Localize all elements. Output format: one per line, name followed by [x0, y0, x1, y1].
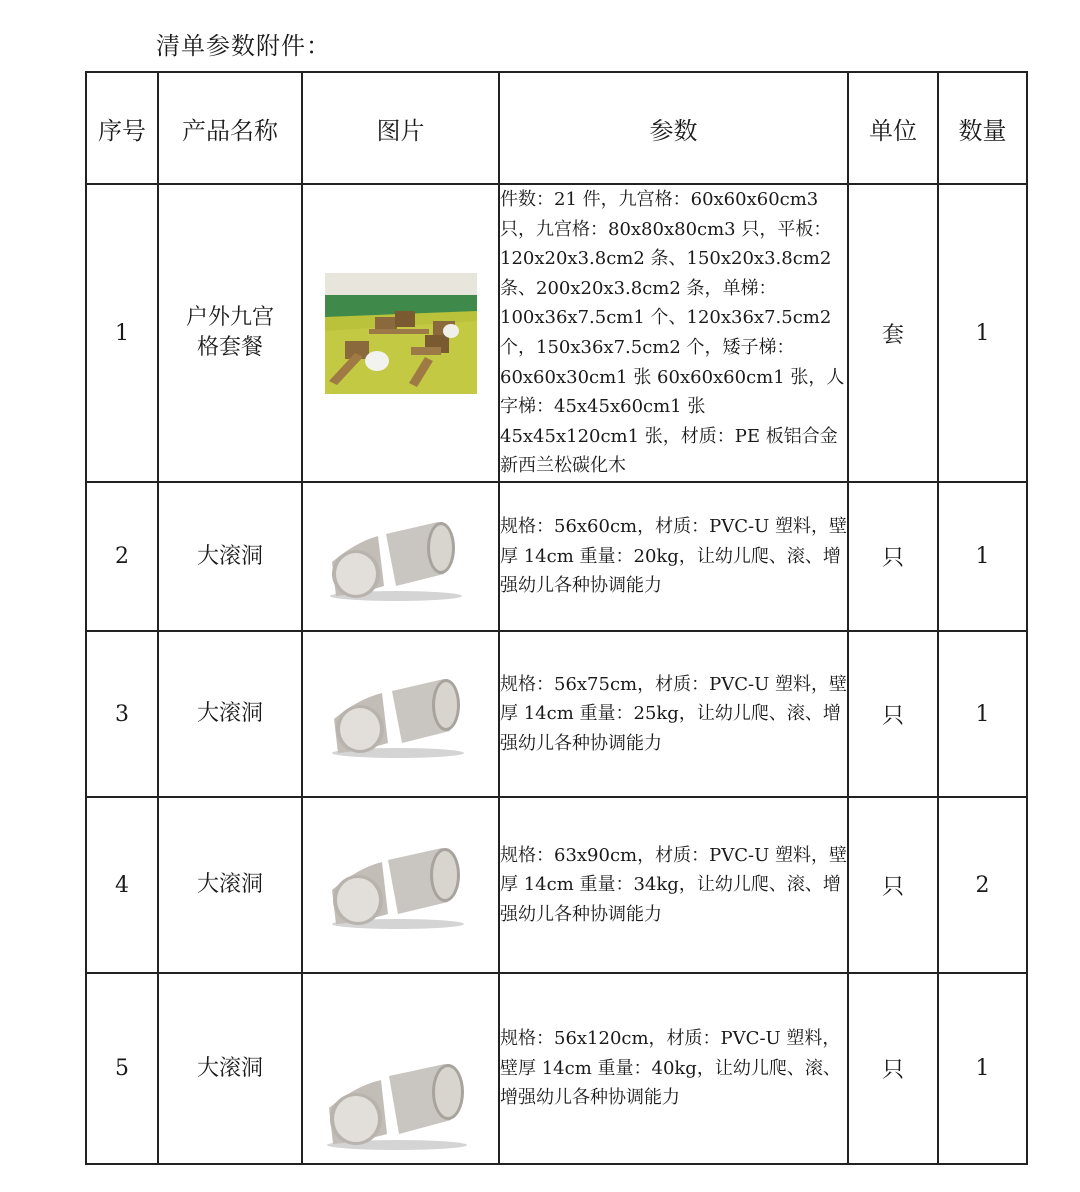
table-row	[86, 184, 1027, 482]
cell-params: 规格：63x90cm，材质：PVC-U 塑料，壁厚 14cm 重量：34kg，让幼儿爬、滚、增强幼儿各种协调能力	[499, 797, 848, 973]
cell-qty: 1	[938, 973, 1027, 1164]
table-row	[86, 797, 1027, 973]
cell-unit: 只	[848, 973, 938, 1164]
cell-params: 件数：21 件，九宫格：60x60x60cm3 只，九宫格：80x80x80cm3 只，平板：120x20x3.8cm2 条、150x20x3.8cm2 条、200x20x3.8cm2 条，单梯：100x36x7.5cm1 个、120x36x7.5cm2 个，150x36x7.5cm2 个，矮子梯：60x60x30cm1 张 60x60x60cm1 张，人字梯：45x45x60cm1 张 45x45x120cm1 张，材质：PE 板铝合金新西兰松碳化木	[499, 184, 848, 482]
cell-params: 规格：56x120cm，材质：PVC-U 塑料，壁厚 14cm 重量：40kg，让幼儿爬、滚、增强幼儿各种协调能力	[499, 973, 848, 1164]
cell-qty: 1	[938, 184, 1027, 482]
tunnel-image	[326, 512, 476, 602]
header-params: 参数	[499, 72, 848, 184]
header-image: 图片	[302, 72, 499, 184]
document-title: 清单参数附件：	[156, 32, 331, 60]
cell-index: 2	[86, 482, 158, 631]
cell-unit: 套	[848, 184, 938, 482]
cell-image	[302, 631, 499, 797]
product-name: 户外九宫格套餐	[185, 305, 274, 360]
cell-qty: 2	[938, 797, 1027, 973]
cell-qty: 1	[938, 631, 1027, 797]
cell-index: 5	[86, 973, 158, 1164]
header-unit: 单位	[848, 72, 938, 184]
cell-index: 3	[86, 631, 158, 797]
cell-qty: 1	[938, 482, 1027, 631]
cell-image	[302, 482, 499, 631]
tunnel-image	[321, 1056, 481, 1151]
cell-index: 4	[86, 797, 158, 973]
header-name: 产品名称	[158, 72, 302, 184]
header-qty: 数量	[938, 72, 1027, 184]
cell-name	[158, 184, 302, 482]
tunnel-image	[326, 840, 476, 930]
cell-image	[302, 797, 499, 973]
cell-name: 大滚洞	[158, 482, 302, 631]
table-row	[86, 631, 1027, 797]
cell-image	[302, 973, 499, 1164]
cell-unit: 只	[848, 631, 938, 797]
cell-name: 大滚洞	[158, 797, 302, 973]
cell-unit: 只	[848, 797, 938, 973]
header-index: 序号	[86, 72, 158, 184]
cell-params: 规格：56x75cm，材质：PVC-U 塑料，壁厚 14cm 重量：25kg，让幼儿爬、滚、增强幼儿各种协调能力	[499, 631, 848, 797]
table-header-row	[86, 72, 1027, 184]
table-row	[86, 482, 1027, 631]
tunnel-image	[326, 669, 476, 759]
cell-index: 1	[86, 184, 158, 482]
table-row	[86, 973, 1027, 1164]
spec-table	[85, 71, 1028, 1165]
playground-photo	[325, 273, 477, 394]
cell-name: 大滚洞	[158, 973, 302, 1164]
cell-params: 规格：56x60cm，材质：PVC-U 塑料，壁厚 14cm 重量：20kg，让幼儿爬、滚、增强幼儿各种协调能力	[499, 482, 848, 631]
cell-unit: 只	[848, 482, 938, 631]
cell-name: 大滚洞	[158, 631, 302, 797]
cell-image	[302, 184, 499, 482]
